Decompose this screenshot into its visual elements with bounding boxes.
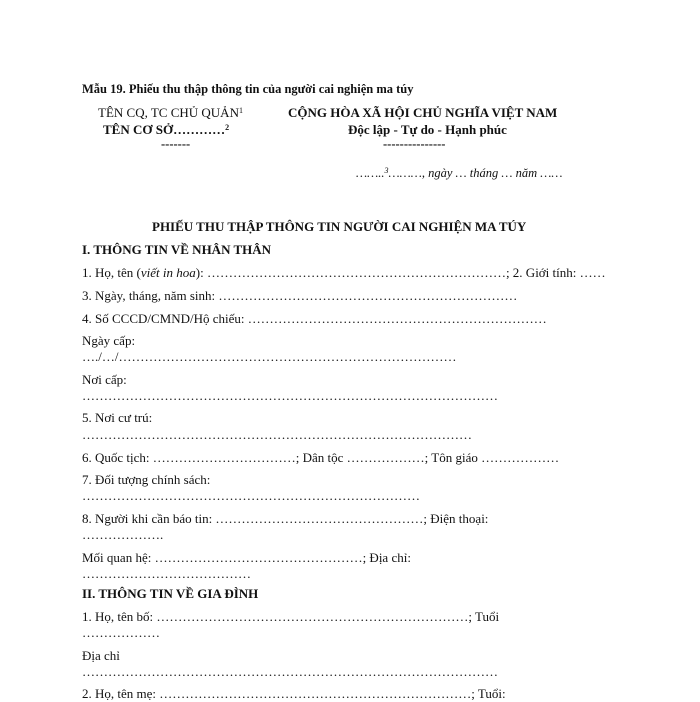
issue-place-value: …………………………………………………………………………………… (82, 388, 498, 403)
header-right-divider: --------------- (383, 137, 446, 151)
residence-label: 5. Nơi cư trú: (82, 410, 153, 425)
facility-name: TÊN CƠ SỞ…………$^2$ (103, 122, 230, 137)
national-motto: Độc lập - Tự do - Hạnh phúc (348, 122, 507, 137)
place-date-line: ……..$^3$………, ngày … tháng … năm …… (356, 166, 563, 180)
father-field: 1. Họ, tên bố: ………………………………………………………………; Tuổi (82, 609, 500, 624)
issue-date-value: …./…/…………………………………………………………………… (82, 349, 457, 364)
nationality-field: 6. Quốc tịch: ……………………………; Dân tộc ………………; Tôn giáo ……………… (82, 450, 560, 465)
form-code: Mẫu 19. Phiếu thu thập thông tin của người cai nghiện ma túy (82, 82, 414, 96)
dob-field: 3. Ngày, tháng, năm sinh: …………………………………………………………… (82, 288, 518, 303)
agency-name: TÊN CQ, TC CHỦ QUẢN$^1$ (98, 105, 243, 120)
full-name-field: 1. Họ, tên (viết in hoa): ……………………………………………………………; 2. Giới tính: …… (82, 265, 606, 280)
id-number-field: 4. Số CCCD/CMND/Hộ chiếu: …………………………………………………………… (82, 311, 547, 326)
father-age-value: ……………… (82, 625, 160, 640)
section-2-heading: II. THÔNG TIN VỀ GIA ĐÌNH (82, 586, 259, 601)
issue-place-label: Nơi cấp: (82, 372, 127, 387)
mother-field: 2. Họ, tên mẹ: ………………………………………………………………; Tuổi: (82, 686, 506, 701)
residence-value: ……………………………………………………………………………… (82, 427, 472, 442)
relation-address-value: ………………………………… (82, 566, 251, 581)
relation-field: Mối quan hệ: …………………………………………; Địa chỉ: (82, 550, 411, 565)
document-title: PHIẾU THU THẬP THÔNG TIN NGƯỜI CAI NGHIỆN MA TÚY (152, 219, 527, 234)
policy-label: 7. Đối tượng chính sách: (82, 472, 211, 487)
nation-name: CỘNG HÒA XÃ HỘI CHỦ NGHĨA VIỆT NAM (288, 105, 558, 120)
notify-phone-value: ………………. (82, 527, 164, 542)
notify-person-field: 8. Người khi cần báo tin: …………………………………………; Điện thoại: (82, 511, 489, 526)
address-label: Địa chỉ (82, 648, 120, 663)
issue-date-label: Ngày cấp: (82, 333, 136, 348)
policy-value: …………………………………………………………………… (82, 488, 420, 503)
address-value: …………………………………………………………………………………… (82, 664, 498, 679)
section-1-heading: I. THÔNG TIN VỀ NHÂN THÂN (82, 242, 272, 257)
header-left-divider: ------- (161, 137, 191, 151)
